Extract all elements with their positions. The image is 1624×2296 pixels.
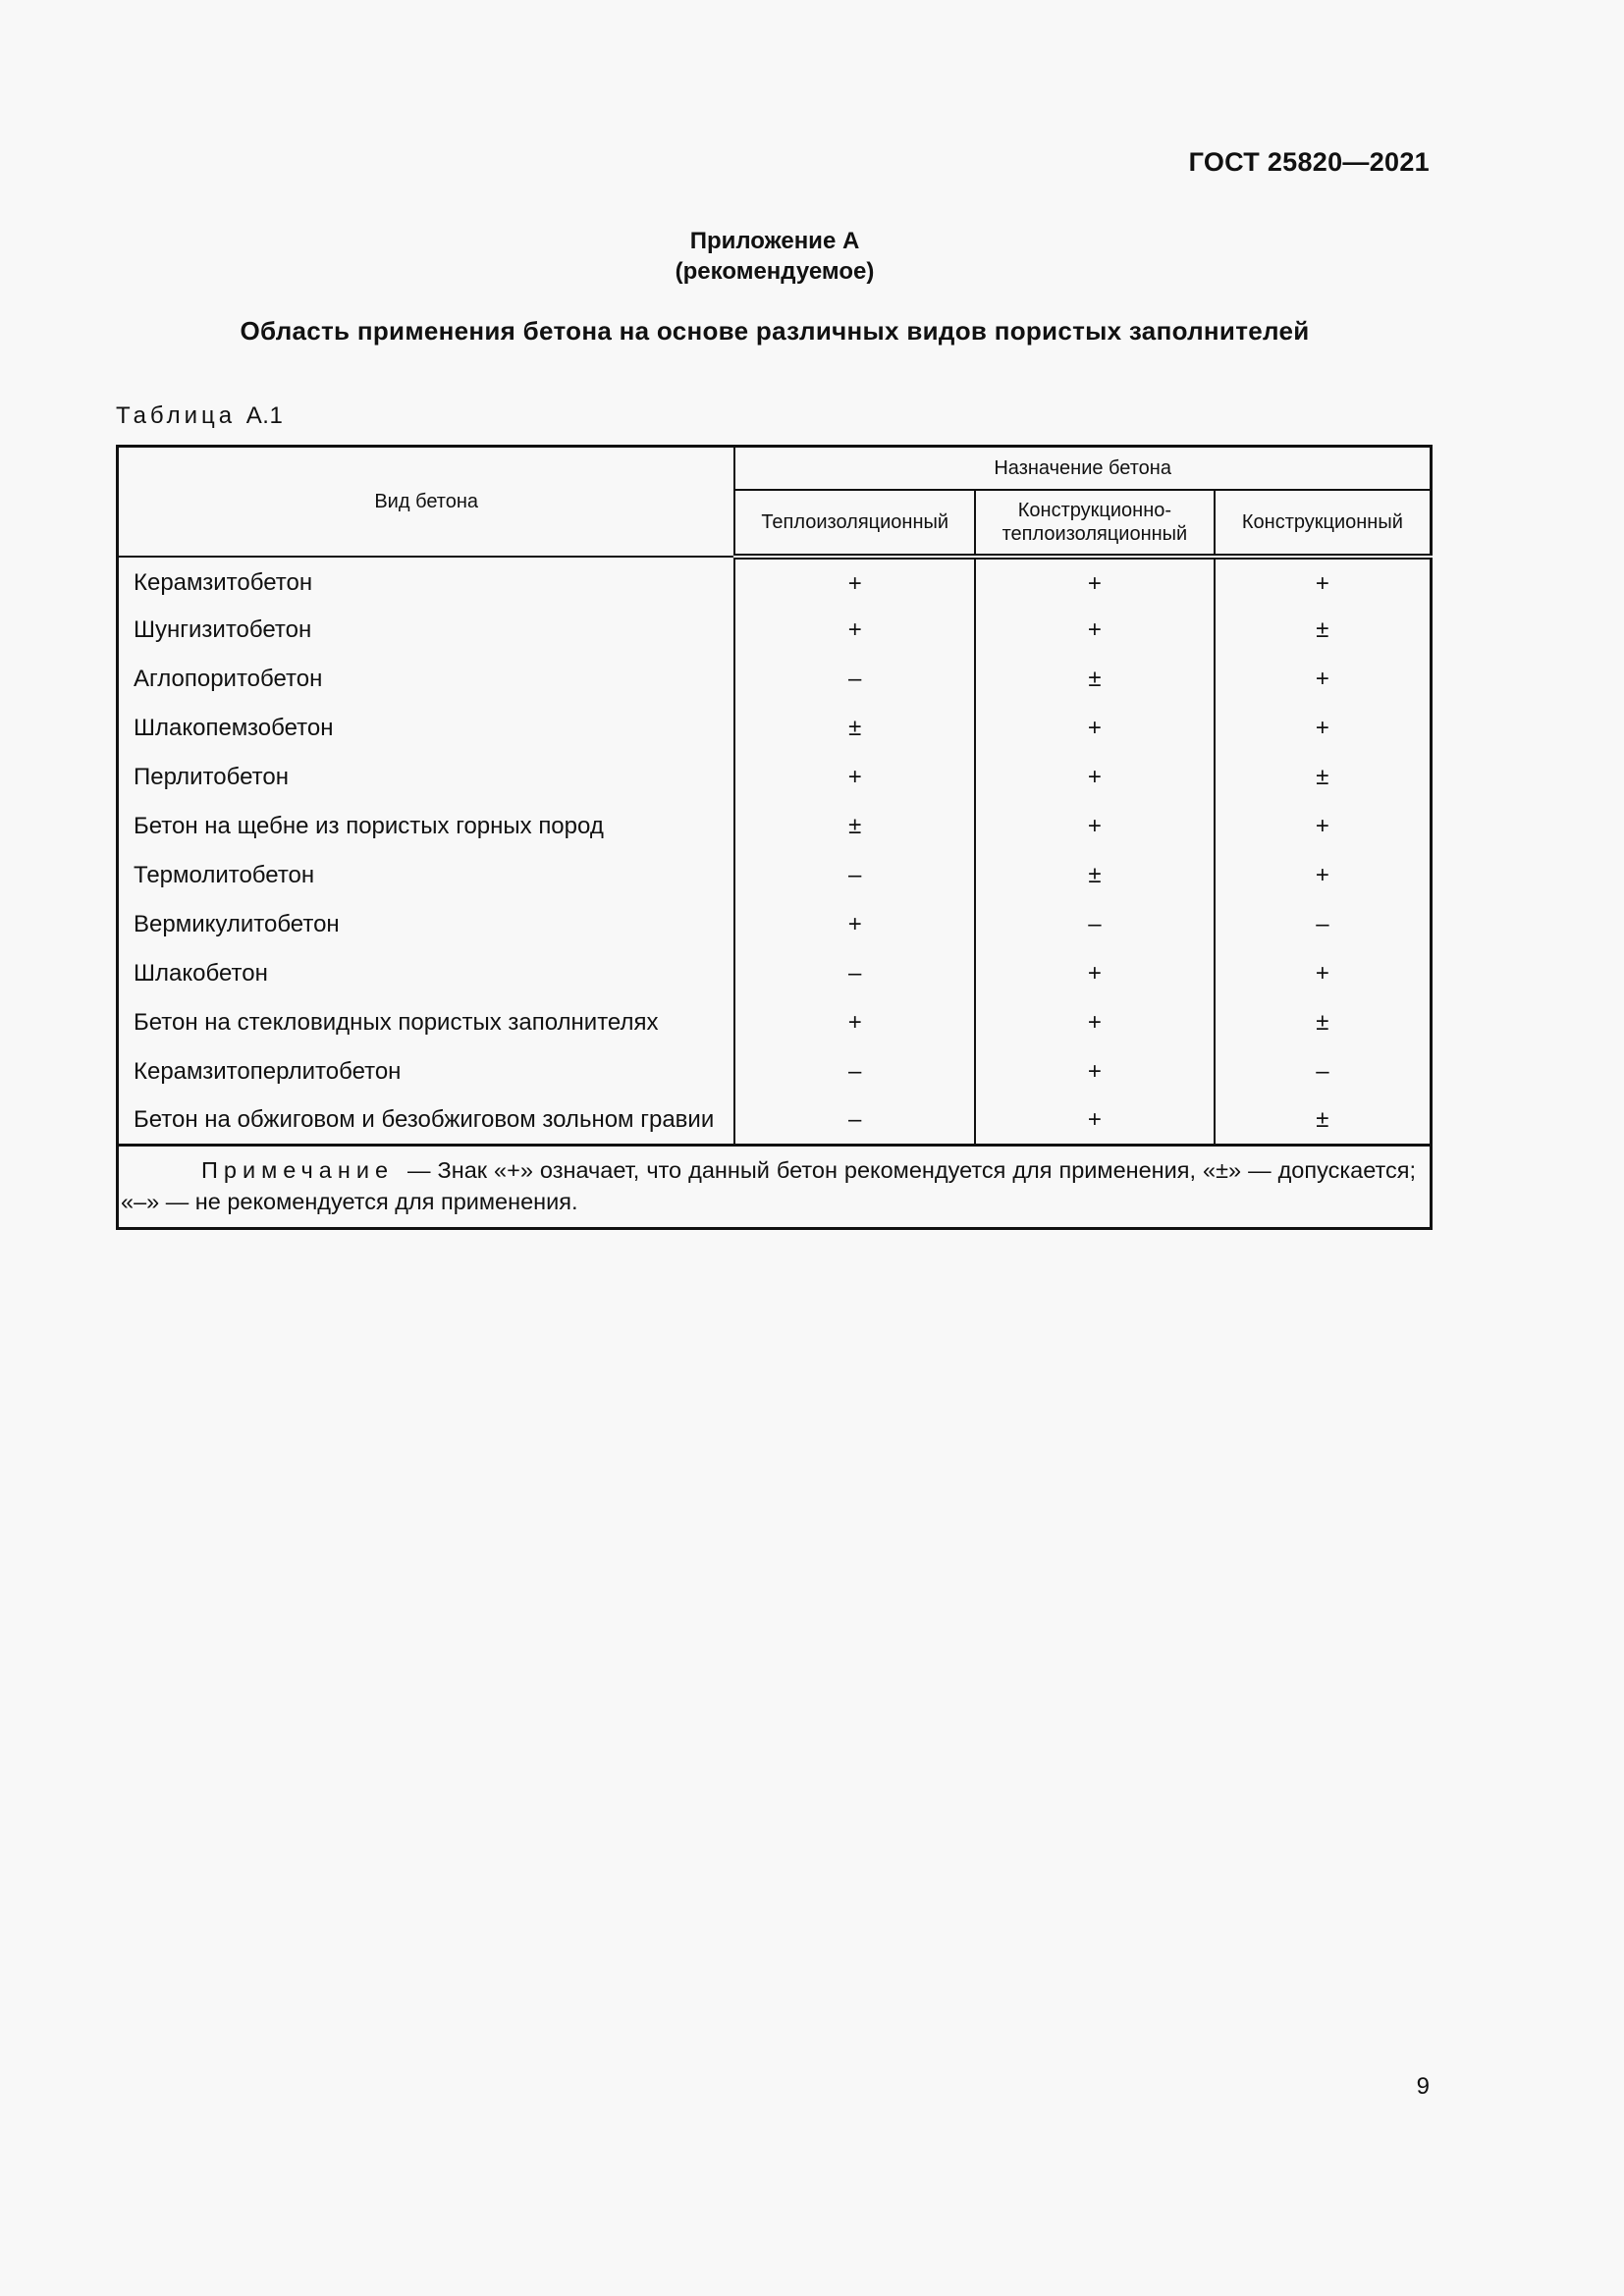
structural-mark-cell: ± xyxy=(1215,1096,1432,1146)
table-row xyxy=(118,557,1432,606)
concrete-type-cell: Бетон на обжиговом и безобжиговом зольном гравии xyxy=(118,1096,735,1146)
structural-thermal-mark-cell: + xyxy=(975,1047,1215,1096)
table-note xyxy=(118,1146,1432,1229)
thermal-mark-cell: – xyxy=(734,1096,975,1146)
concrete-type-cell: Шлакопемзобетон xyxy=(118,704,735,753)
concrete-type-cell: Бетон на щебне из пористых горных пород xyxy=(118,802,735,851)
thermal-mark-cell: + xyxy=(734,606,975,655)
structural-thermal-mark-cell: + xyxy=(975,949,1215,998)
note-label: Примечание xyxy=(201,1157,395,1183)
structural-mark-cell: + xyxy=(1215,704,1432,753)
concrete-type-cell: Аглопоритобетон xyxy=(118,655,735,704)
thermal-mark-cell: ± xyxy=(734,802,975,851)
concrete-type-cell: Керамзитоперлитобетон xyxy=(118,1047,735,1096)
structural-mark-cell: + xyxy=(1215,655,1432,704)
structural-thermal-mark-cell: + xyxy=(975,998,1215,1047)
table-row xyxy=(118,606,1432,655)
structural-thermal-mark-cell: + xyxy=(975,1096,1215,1146)
document-code: ГОСТ 25820—2021 xyxy=(1188,147,1430,177)
structural-mark-cell: + xyxy=(1215,802,1432,851)
appendix-heading xyxy=(0,226,1549,287)
concrete-type-cell: Керамзитобетон xyxy=(118,557,735,606)
structural-mark-cell: + xyxy=(1215,851,1432,900)
structural-thermal-mark-cell: + xyxy=(975,753,1215,802)
structural-mark-cell: + xyxy=(1215,557,1432,606)
structural-mark-cell: ± xyxy=(1215,753,1432,802)
structural-mark-cell: – xyxy=(1215,1047,1432,1096)
concrete-type-cell: Шлакобетон xyxy=(118,949,735,998)
table-row xyxy=(118,753,1432,802)
structural-thermal-mark-cell: + xyxy=(975,802,1215,851)
structural-mark-cell: – xyxy=(1215,900,1432,949)
table-caption xyxy=(116,402,283,430)
concrete-type-cell: Перлитобетон xyxy=(118,753,735,802)
table-body xyxy=(118,557,1432,1146)
table-row xyxy=(118,802,1432,851)
col-header-structural-thermal-text: Конструкционно- теплоизоляционный xyxy=(1001,499,1188,545)
table-row xyxy=(118,655,1432,704)
note-text: — Знак «+» означает, что данный бетон рекомендуется для применения, «±» — допускается; «–» — не рекомендуется для применения. xyxy=(121,1157,1416,1214)
col-header-group: Назначение бетона xyxy=(734,447,1431,490)
concrete-application-table xyxy=(116,445,1433,1230)
concrete-type-cell: Бетон на стекловидных пористых заполнителях xyxy=(118,998,735,1047)
table-row xyxy=(118,949,1432,998)
structural-thermal-mark-cell: + xyxy=(975,557,1215,606)
concrete-type-cell: Шунгизитобетон xyxy=(118,606,735,655)
col-header-structural-thermal xyxy=(975,490,1215,557)
thermal-mark-cell: + xyxy=(734,753,975,802)
structural-thermal-mark-cell: – xyxy=(975,900,1215,949)
thermal-mark-cell: – xyxy=(734,655,975,704)
table-caption-word: Таблица xyxy=(116,402,237,429)
appendix-status: (рекомендуемое) xyxy=(675,258,875,285)
table-row xyxy=(118,900,1432,949)
page-number: 9 xyxy=(1416,2073,1430,2100)
col-header-type: Вид бетона xyxy=(118,447,735,557)
structural-thermal-mark-cell: + xyxy=(975,704,1215,753)
concrete-type-cell: Вермикулитобетон xyxy=(118,900,735,949)
section-title: Область применения бетона на основе различных видов пористых заполнителей xyxy=(240,316,1310,346)
structural-thermal-mark-cell: ± xyxy=(975,655,1215,704)
col-header-thermal: Теплоизоляционный xyxy=(734,490,975,557)
appendix-title: Приложение А xyxy=(689,228,860,254)
concrete-type-cell: Термолитобетон xyxy=(118,851,735,900)
table-row xyxy=(118,704,1432,753)
thermal-mark-cell: – xyxy=(734,1047,975,1096)
table-row xyxy=(118,851,1432,900)
table-row xyxy=(118,1096,1432,1146)
structural-thermal-mark-cell: + xyxy=(975,606,1215,655)
table-row xyxy=(118,1047,1432,1096)
table-row xyxy=(118,998,1432,1047)
thermal-mark-cell: – xyxy=(734,851,975,900)
structural-mark-cell: + xyxy=(1215,949,1432,998)
table-caption-number: А.1 xyxy=(245,402,284,429)
thermal-mark-cell: + xyxy=(734,998,975,1047)
structural-mark-cell: ± xyxy=(1215,606,1432,655)
thermal-mark-cell: + xyxy=(734,557,975,606)
thermal-mark-cell: – xyxy=(734,949,975,998)
thermal-mark-cell: ± xyxy=(734,704,975,753)
structural-mark-cell: ± xyxy=(1215,998,1432,1047)
thermal-mark-cell: + xyxy=(734,900,975,949)
col-header-structural: Конструкционный xyxy=(1215,490,1432,557)
structural-thermal-mark-cell: ± xyxy=(975,851,1215,900)
